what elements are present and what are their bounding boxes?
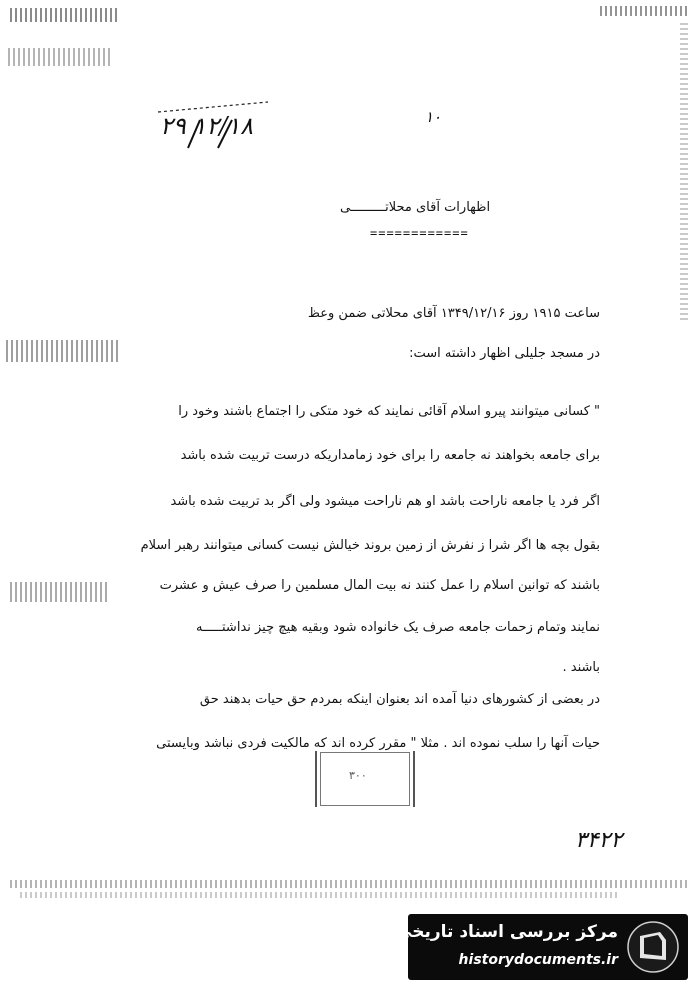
body-line-4: برای جامعه بخواهند نه جامعه را برای خود زمامداریکه درست تربیت شده باشد [180,448,600,463]
body-line-8: نمایند وتمام زحمات جامعه صرف یک خانواده شود وبقیه هیچ چیز نداشتـــــه [196,620,600,635]
body-line-9: باشند . [562,660,600,675]
body-line-6: بقول بچه ها اگر شرا ز نفرش از زمین بروند خیالش نیست کسانی میتوانند رهبر اسلام [140,538,600,553]
top-number: ۱۰ [425,108,442,126]
watermark-title: مرکز بررسی اسناد تاریخی [395,922,618,942]
scan-noise-top-left [10,8,120,22]
scan-noise-right-edge [680,20,688,320]
handwritten-number: ۳۴۲۲ [575,828,623,853]
scan-noise-left-3 [10,582,110,602]
title-underline: ============ [370,226,469,240]
watermark-banner [395,914,688,980]
document-title: اظهارات آقای محلاتـــــــــی [340,200,491,215]
body-line-10: در بعضی از کشورهای دنیا آمده اند بعنوان اینکه بمردم حق حیات بدهند حق [199,692,600,707]
bottom-scan-artifacts [0,878,700,908]
body-line-1: ساعت ۱۹۱۵ روز ۱۳۴۹/۱۲/۱۶ آقای محلاتی ضمن وعظ [307,306,600,321]
body-line-2: در مسجد جلیلی اظهار داشته است: [409,346,600,361]
body-line-5: اگر فرد یا جامعه ناراحت باشد او هم ناراحت میشود ولی اگر بد تربیت شده باشد [170,494,600,509]
handwritten-date: ۲۹ ۱۲/۱۸ [160,112,254,140]
stamp-text: ۳۰۰ [349,769,367,782]
body-line-3: " کسانی میتوانند پیرو اسلام آقائی نمایند که خود متکی را اجتماع باشند وخود را [178,404,600,419]
archive-logo-icon [626,920,680,974]
watermark-url: historydocuments.ir [458,952,618,968]
bottom-noise-row-1 [10,880,690,888]
stamp-box [320,752,410,806]
body-line-7: باشند که توانین اسلام را عمل کنند نه بیت المال مسلمین را صرف عیش و عشرت [159,578,600,593]
body-line-11: حیات آنها را سلب نموده اند . مثلا " مقرر کرده اند که مالکیت فردی نباشد وبایستی [156,736,600,751]
scan-noise-left-1 [8,48,113,66]
scan-noise-top-right [600,6,690,16]
scan-noise-left-2 [6,340,118,362]
bottom-noise-row-2 [20,892,620,898]
